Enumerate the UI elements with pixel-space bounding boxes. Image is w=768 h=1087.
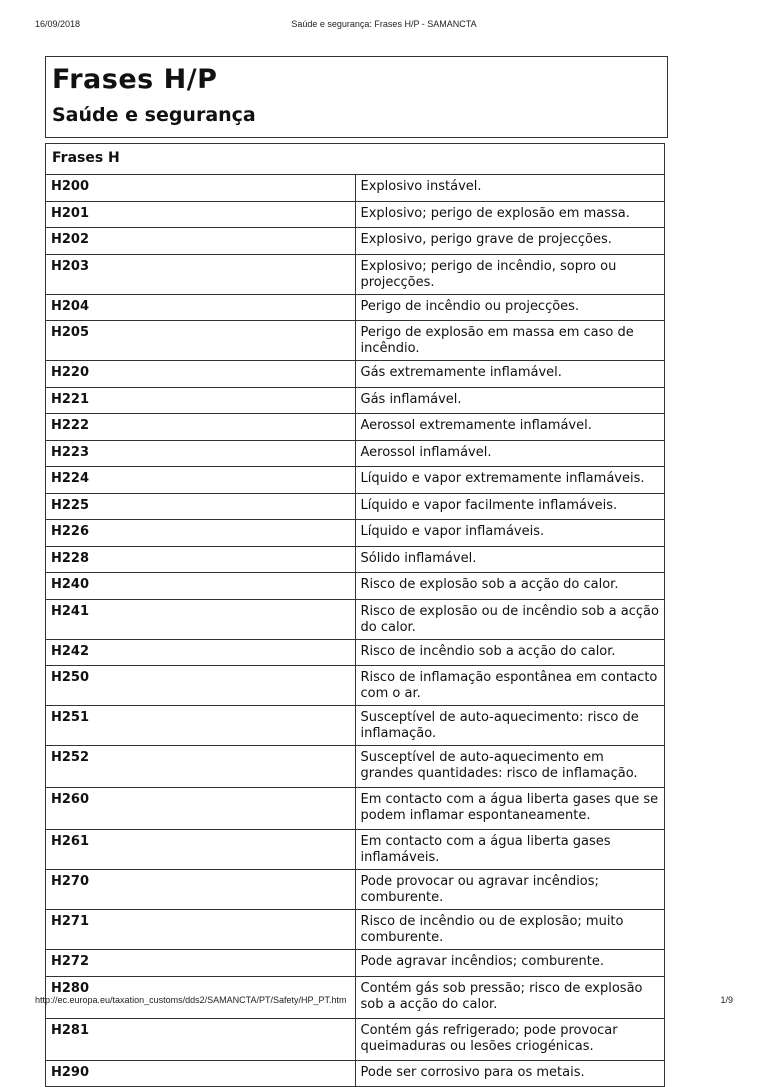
phrase-text: Pode agravar incêndios; comburente. <box>355 950 665 977</box>
phrase-code: H290 <box>46 1060 356 1087</box>
table-row <box>46 950 665 977</box>
phrase-code: H223 <box>46 440 356 467</box>
phrase-code: H240 <box>46 573 356 600</box>
table-row <box>46 830 665 870</box>
table-row <box>46 1060 665 1087</box>
document-title-box <box>45 56 668 138</box>
phrase-text: Explosivo instável. <box>355 175 665 202</box>
print-page-title: Saúde e segurança: Frases H/P - SAMANCTA <box>291 19 477 29</box>
document-subtitle: Saúde e segurança <box>52 104 256 126</box>
phrase-text: Em contacto com a água liberta gases que se podem inflamar espontaneamente. <box>355 788 665 830</box>
phrase-code: H271 <box>46 910 356 950</box>
table-row <box>46 788 665 830</box>
phrase-code: H200 <box>46 175 356 202</box>
table-row <box>46 228 665 255</box>
phrase-code: H260 <box>46 788 356 830</box>
phrase-text: Risco de inflamação espontânea em contacto com o ar. <box>355 666 665 706</box>
phrase-text: Sólido inflamável. <box>355 546 665 573</box>
phrase-code: H221 <box>46 387 356 414</box>
table-row <box>46 546 665 573</box>
phrase-code: H226 <box>46 520 356 547</box>
phrase-code: H280 <box>46 976 356 1018</box>
phrase-text: Risco de incêndio ou de explosão; muito comburente. <box>355 910 665 950</box>
table-row <box>46 910 665 950</box>
phrase-text: Contém gás refrigerado; pode provocar queimaduras ou lesões criogénicas. <box>355 1018 665 1060</box>
table-row <box>46 666 665 706</box>
phrase-text: Risco de explosão sob a acção do calor. <box>355 573 665 600</box>
phrase-code: H250 <box>46 666 356 706</box>
table-row <box>46 493 665 520</box>
print-footer <box>0 990 768 1024</box>
phrase-code: H251 <box>46 706 356 746</box>
phrase-text: Aerossol extremamente inflamável. <box>355 414 665 441</box>
phrase-text: Líquido e vapor facilmente inflamáveis. <box>355 493 665 520</box>
phrase-text: Risco de explosão ou de incêndio sob a acção do calor. <box>355 599 665 639</box>
table-row <box>46 639 665 666</box>
table-row <box>46 520 665 547</box>
table-row <box>46 201 665 228</box>
phrase-code: H241 <box>46 599 356 639</box>
phrase-code: H252 <box>46 746 356 788</box>
table-row <box>46 746 665 788</box>
phrase-code: H203 <box>46 254 356 294</box>
table-row <box>46 599 665 639</box>
table-row <box>46 387 665 414</box>
page-number: 1/9 <box>720 995 733 1005</box>
phrase-text: Perigo de explosão em massa em caso de incêndio. <box>355 321 665 361</box>
phrase-code: H204 <box>46 294 356 321</box>
phrase-text: Gás inflamável. <box>355 387 665 414</box>
document-title: Frases H/P <box>52 64 218 95</box>
table-row <box>46 467 665 494</box>
phrase-code: H228 <box>46 546 356 573</box>
table-row <box>46 175 665 202</box>
phrase-code: H205 <box>46 321 356 361</box>
phrase-text: Explosivo; perigo de explosão em massa. <box>355 201 665 228</box>
table-row <box>46 573 665 600</box>
phrase-code: H281 <box>46 1018 356 1060</box>
phrase-code: H202 <box>46 228 356 255</box>
table-row <box>46 440 665 467</box>
h-phrases-table <box>45 143 665 1087</box>
phrase-text: Explosivo, perigo grave de projecções. <box>355 228 665 255</box>
phrase-code: H222 <box>46 414 356 441</box>
phrase-text: Susceptível de auto-aquecimento em grandes quantidades: risco de inflamação. <box>355 746 665 788</box>
phrase-code: H270 <box>46 870 356 910</box>
phrase-text: Pode provocar ou agravar incêndios; comburente. <box>355 870 665 910</box>
phrase-text: Em contacto com a água liberta gases inflamáveis. <box>355 830 665 870</box>
phrase-text: Aerossol inflamável. <box>355 440 665 467</box>
phrase-text: Contém gás sob pressão; risco de explosão sob a acção do calor. <box>355 976 665 1018</box>
table-row <box>46 706 665 746</box>
section-title: Frases H <box>46 144 665 175</box>
print-header <box>0 0 768 40</box>
phrase-text: Pode ser corrosivo para os metais. <box>355 1060 665 1087</box>
table-row <box>46 294 665 321</box>
table-row <box>46 870 665 910</box>
phrase-text: Líquido e vapor inflamáveis. <box>355 520 665 547</box>
phrase-code: H261 <box>46 830 356 870</box>
phrase-code: H272 <box>46 950 356 977</box>
phrase-code: H224 <box>46 467 356 494</box>
table-row <box>46 1018 665 1060</box>
phrase-code: H225 <box>46 493 356 520</box>
print-date: 16/09/2018 <box>35 19 81 29</box>
phrase-text: Susceptível de auto-aquecimento: risco de inflamação. <box>355 706 665 746</box>
phrase-code: H220 <box>46 361 356 388</box>
table-row <box>46 414 665 441</box>
phrase-text: Gás extremamente inflamável. <box>355 361 665 388</box>
phrase-text: Líquido e vapor extremamente inflamáveis. <box>355 467 665 494</box>
phrase-text: Perigo de incêndio ou projecções. <box>355 294 665 321</box>
phrase-text: Risco de incêndio sob a acção do calor. <box>355 639 665 666</box>
phrase-code: H201 <box>46 201 356 228</box>
table-row <box>46 254 665 294</box>
table-body <box>46 175 665 1087</box>
print-url: http://ec.europa.eu/taxation_customs/dds2/SAMANCTA/PT/Safety/HP_PT.htm <box>35 995 347 1005</box>
table-row <box>46 361 665 388</box>
phrase-code: H242 <box>46 639 356 666</box>
phrase-text: Explosivo; perigo de incêndio, sopro ou projecções. <box>355 254 665 294</box>
table-row <box>46 321 665 361</box>
